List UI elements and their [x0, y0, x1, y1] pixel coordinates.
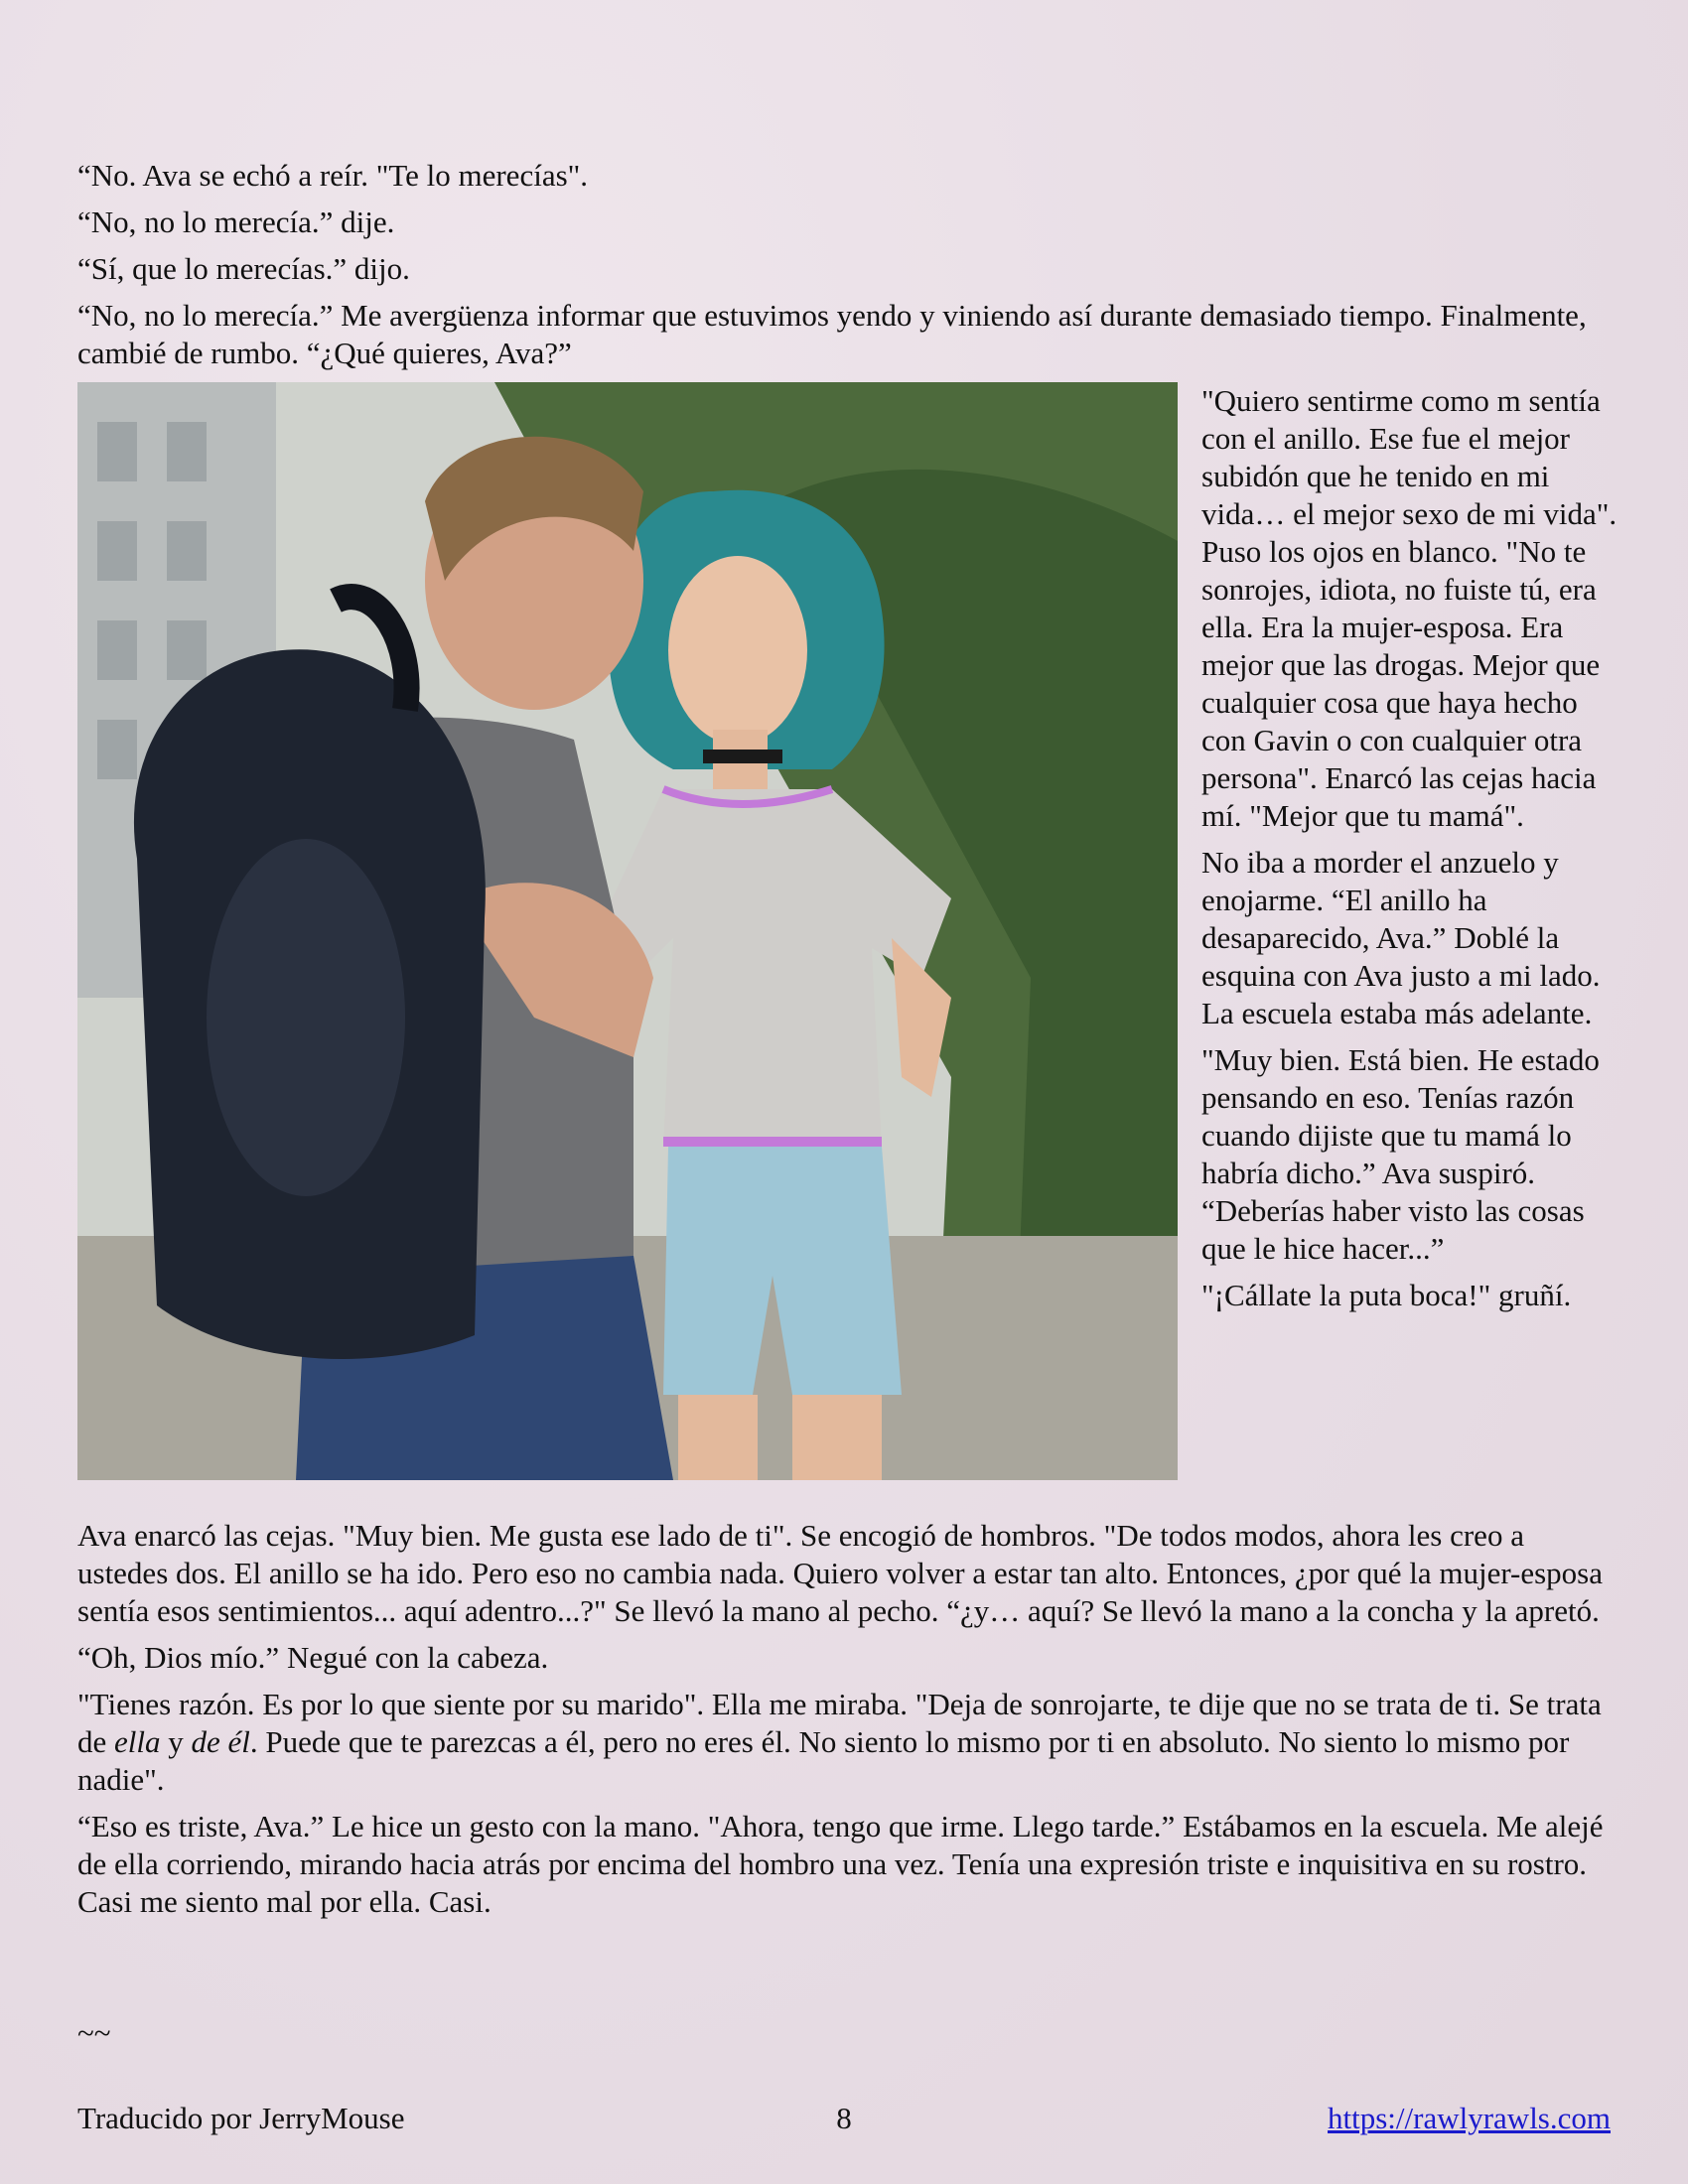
page-number: 8: [836, 2101, 852, 2135]
paragraph: “Oh, Dios mío.” Negué con la cabeza.: [77, 1640, 549, 1675]
paragraph: “No, no lo merecía.” dije.: [77, 205, 395, 239]
paragraph: No iba a morder el anzuelo y enojarme. “El anillo ha desaparecido, Ava.” Doblé la esquina con Ava justo a mi lado. La escuela estaba más adelante.: [1201, 845, 1601, 1030]
translator-credit: Traducido por JerryMouse: [77, 2101, 405, 2135]
woman-face: [668, 556, 807, 745]
story-illustration: [77, 382, 1178, 1480]
text-run: y: [160, 1724, 192, 1759]
text-run: "Tienes razón. Es por lo que siente por su marido". Ella me miraba. "Deja de sonrojarte, te dije que no se trata de ti. Se trata de: [77, 1687, 1602, 1759]
side-text-block: [1201, 382, 1618, 1323]
text-run: . Puede que te parezcas a él, pero no eres él. No siento lo mismo por ti en absoluto. No siento lo mismo por nadie".: [77, 1724, 1570, 1797]
emphasis: de él: [191, 1724, 250, 1759]
bottom-text-block: [77, 1517, 1615, 1930]
top-text-block: [77, 157, 1615, 381]
paragraph: "¡Cállate la puta boca!" gruñí.: [1201, 1278, 1572, 1312]
emphasis: ella: [114, 1724, 161, 1759]
paragraph: “Eso es triste, Ava.” Le hice un gesto con la mano. "Ahora, tengo que irme. Llego tarde.” Estábamos en la escuela. Me alejé de ella corriendo, mirando hacia atrás por encima del hombro una vez. Tenía una expresión triste e inquisitiva en su rostro. Casi me siento mal por ella. Casi.: [77, 1809, 1604, 1919]
paragraph: Ava enarcó las cejas. "Muy bien. Me gusta ese lado de ti". Se encogió de hombros. "De todos modos, ahora les creo a ustedes dos. El anillo se ha ido. Pero eso no cambia nada. Quiero volver a estar tan alto. Entonces, ¿por qué la mujer-esposa sentía esos sentimientos... aquí adentro...?" Se llevó la mano al pecho. “¿y… aquí? Se llevó la mano a la concha y la apretó.: [77, 1518, 1603, 1628]
website-link[interactable]: https://rawlyrawls.com: [1328, 2101, 1611, 2135]
illustration-art: [77, 382, 1178, 1480]
paragraph: “No, no lo merecía.” Me avergüenza informar que estuvimos yendo y viniendo así durante demasiado tiempo. Finalmente, cambié de rumbo. “¿Qué quieres, Ava?”: [77, 298, 1587, 370]
paragraph: “No. Ava se echó a reír. "Te lo merecías".: [77, 158, 589, 193]
paragraph: “Sí, que lo merecías.” dijo.: [77, 251, 410, 286]
paragraph: "Muy bien. Está bien. He estado pensando en eso. Tenías razón cuando dijiste que tu mamá lo habría dicho.” Ava suspiró. “Deberías haber visto las cosas que le hice hacer...”: [1201, 1042, 1600, 1266]
paragraph: [77, 1686, 1615, 1799]
choker: [703, 750, 782, 763]
paragraph: "Quiero sentirme como m sentía con el anillo. Ese fue el mejor subidón que he tenido en mi vida… el mejor sexo de mi vida". Puso los ojos en blanco. "No te sonrojes, idiota, no fuiste tú, era ella. Era la mujer-esposa. Era mejor que las drogas. Mejor que cualquier cosa que haya hecho con Gavin o con cualquier otra persona". Enarcó las cejas hacia mí. "Mejor que tu mamá".: [1201, 383, 1618, 833]
section-separator: ~~: [77, 2015, 111, 2050]
